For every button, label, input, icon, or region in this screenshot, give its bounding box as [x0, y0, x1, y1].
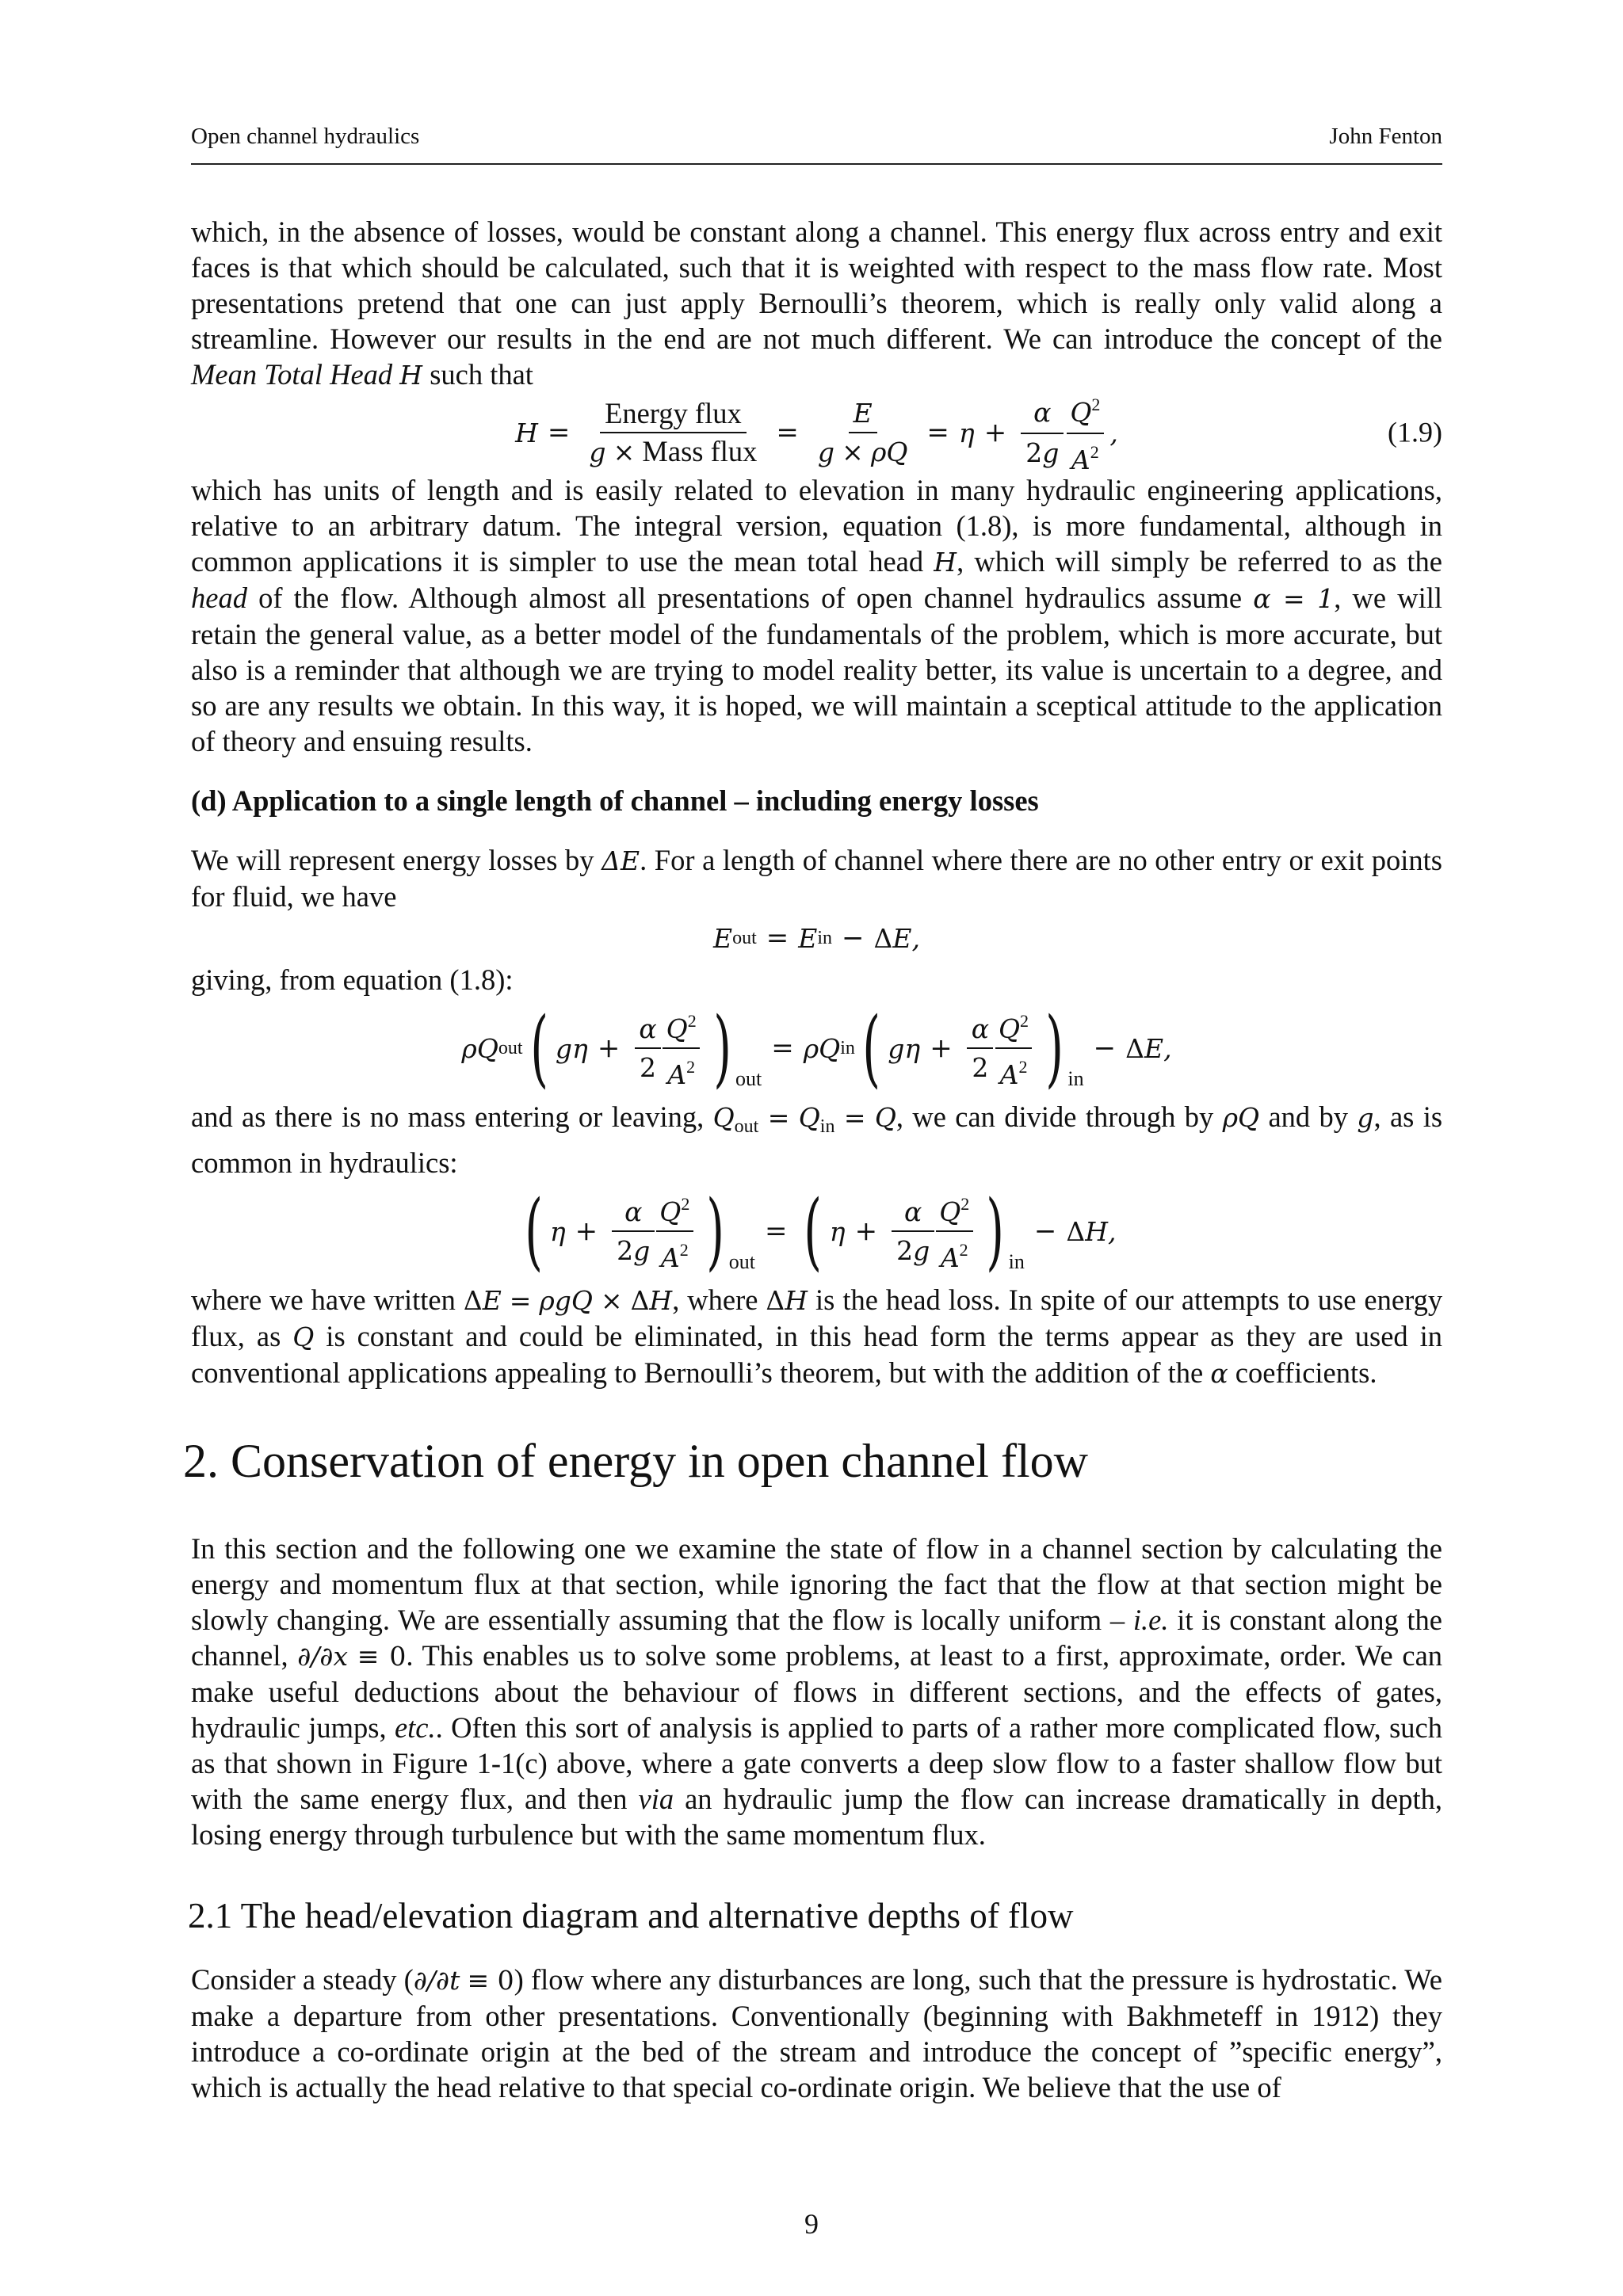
paragraph-6: where we have written ΔE = ρgQ × ΔH, where ΔH is the head loss. In spite of our attempts to use energy flux, as Q is constant and could be eliminated, in this head form the terms appear as they are used in conventional applications appealing to Bernoulli’s theorem, but with the addition of the α coefficients. [191, 1283, 1443, 1389]
header-author: John Fenton [1329, 124, 1442, 149]
paragraph-8: Consider a steady (∂/∂t ≡ 0) flow where any disturbances are long, such that the pressure is hydrostatic. We make a departure from other presentations. Conventionally (beginning with Bakhmeteff in 1912) they introduce a co-ordinate origin at the bed of the stream and introduce the concept of ”specific energy”, which is actually the head relative to that special co-ordinate origin. We believe that the use of [191, 1963, 1443, 2103]
page-number: 9 [804, 2208, 819, 2240]
paragraph-1: which, in the absence of losses, would be constant along a channel. This energy flux across entry and exit faces is that which should be calculated, such that it is weighted with respect to the mass flow rate. Most presentations pretend that one can just apply Bernoulli’s theorem, which is really only valid along a streamline. However our results in the end are not much different. We can introduce the concept of the Mean Total Head H such that [191, 215, 1442, 391]
running-header [191, 119, 1442, 165]
paragraph-4: giving, from equation (1.8): [191, 963, 514, 996]
equation-energy-balance: ρQ out ( gη + $\frac{\alpha}{2}$ $\frac{Q^2}{A^2}$ ) out = ρQ in ( gη + $\frac{\alpha}{2}$ $\frac{Q^2}{A^2}$ ) in − Δ E, [461, 999, 1172, 1097]
body-text [183, 214, 1443, 2105]
paragraph-7: In this section and the following one we examine the state of flow in a channel section by calculating the energy and momentum flux at that section, while ignoring the fact that the flow at that section might be slowly changing. We are essentially assuming that the flow is locally uniform – i.e. it is constant along the channel, ∂/∂x ≡ 0. This enables us to solve some problems, at least to a first, approximate, order. We can make useful deductions about the behaviour of flows in different sections, and the effects of gates, hydraulic jumps, etc.. Often this sort of analysis is applied to parts of a rather more complicated flow, such as that shown in Figure 1-1(c) above, where a gate converts a deep slow flow to a faster shallow flow but with the same energy flux, and then via an hydraulic jump the flow can increase dramatically in depth, losing energy through turbulence but with the same momentum flux. [191, 1532, 1443, 1851]
equation-head-balance: ( η + $\frac{\alpha}{2g}$ $\frac{Q^2}{A^2}$ ) out = ( η + $\frac{\alpha}{2g}$ $\frac{Q^2}{A^2}$ ) in − Δ H, [524, 1182, 1117, 1280]
paragraph-3: We will represent energy losses by ΔE. For a length of channel where there are no other entry or exit points for fluid, we have [191, 844, 1442, 913]
equation-energy-loss: E out = E in − Δ E, [713, 921, 920, 954]
section-2-heading: 2. Conservation of energy in open channel flow [183, 1435, 1088, 1487]
equation-number: (1.9) [1388, 416, 1442, 448]
equation-1-9: H = $\frac{\text{Energy flux}}{\text{g × Mass flux}}$ = $\frac{E}{g \times \rho Q}$ = η + $\frac{\alpha}{2g}$ $\frac{Q^2}{A^2}$ , (1.9) [191, 393, 1442, 472]
paragraph-2: which has units of length and is easily related to elevation in many hydraulic engineering applications, relative to an arbitrary datum. The integral version, equation (1.8), is more fundamental, although in common applications it is simpler to use the mean total head H, which will simply be referred to as the head of the flow. Although almost all presentations of open channel hydraulics assume α = 1, we will retain the general value, as a better model of the fundamentals of the problem, which is more accurate, but also is a reminder that although we are trying to model reality better, its value is uncertain to a degree, and so are any results we obtain. In this way, it is hoped, we will maintain a sceptical attitude to the application of theory and ensuing results. [191, 474, 1443, 757]
paragraph-5: and as there is no mass entering or leaving, $Q_{out} = Q_{in} = Q$, we can divide through by ρQ and by g, as is common in hydraulics: [191, 1100, 1443, 1179]
header-title: Open channel hydraulics [191, 124, 420, 149]
subheading-d: (d) Application to a single length of channel – including energy losses [191, 784, 1039, 817]
section-2-1-heading: 2.1 The head/elevation diagram and alternative depths of flow [188, 1896, 1074, 1936]
